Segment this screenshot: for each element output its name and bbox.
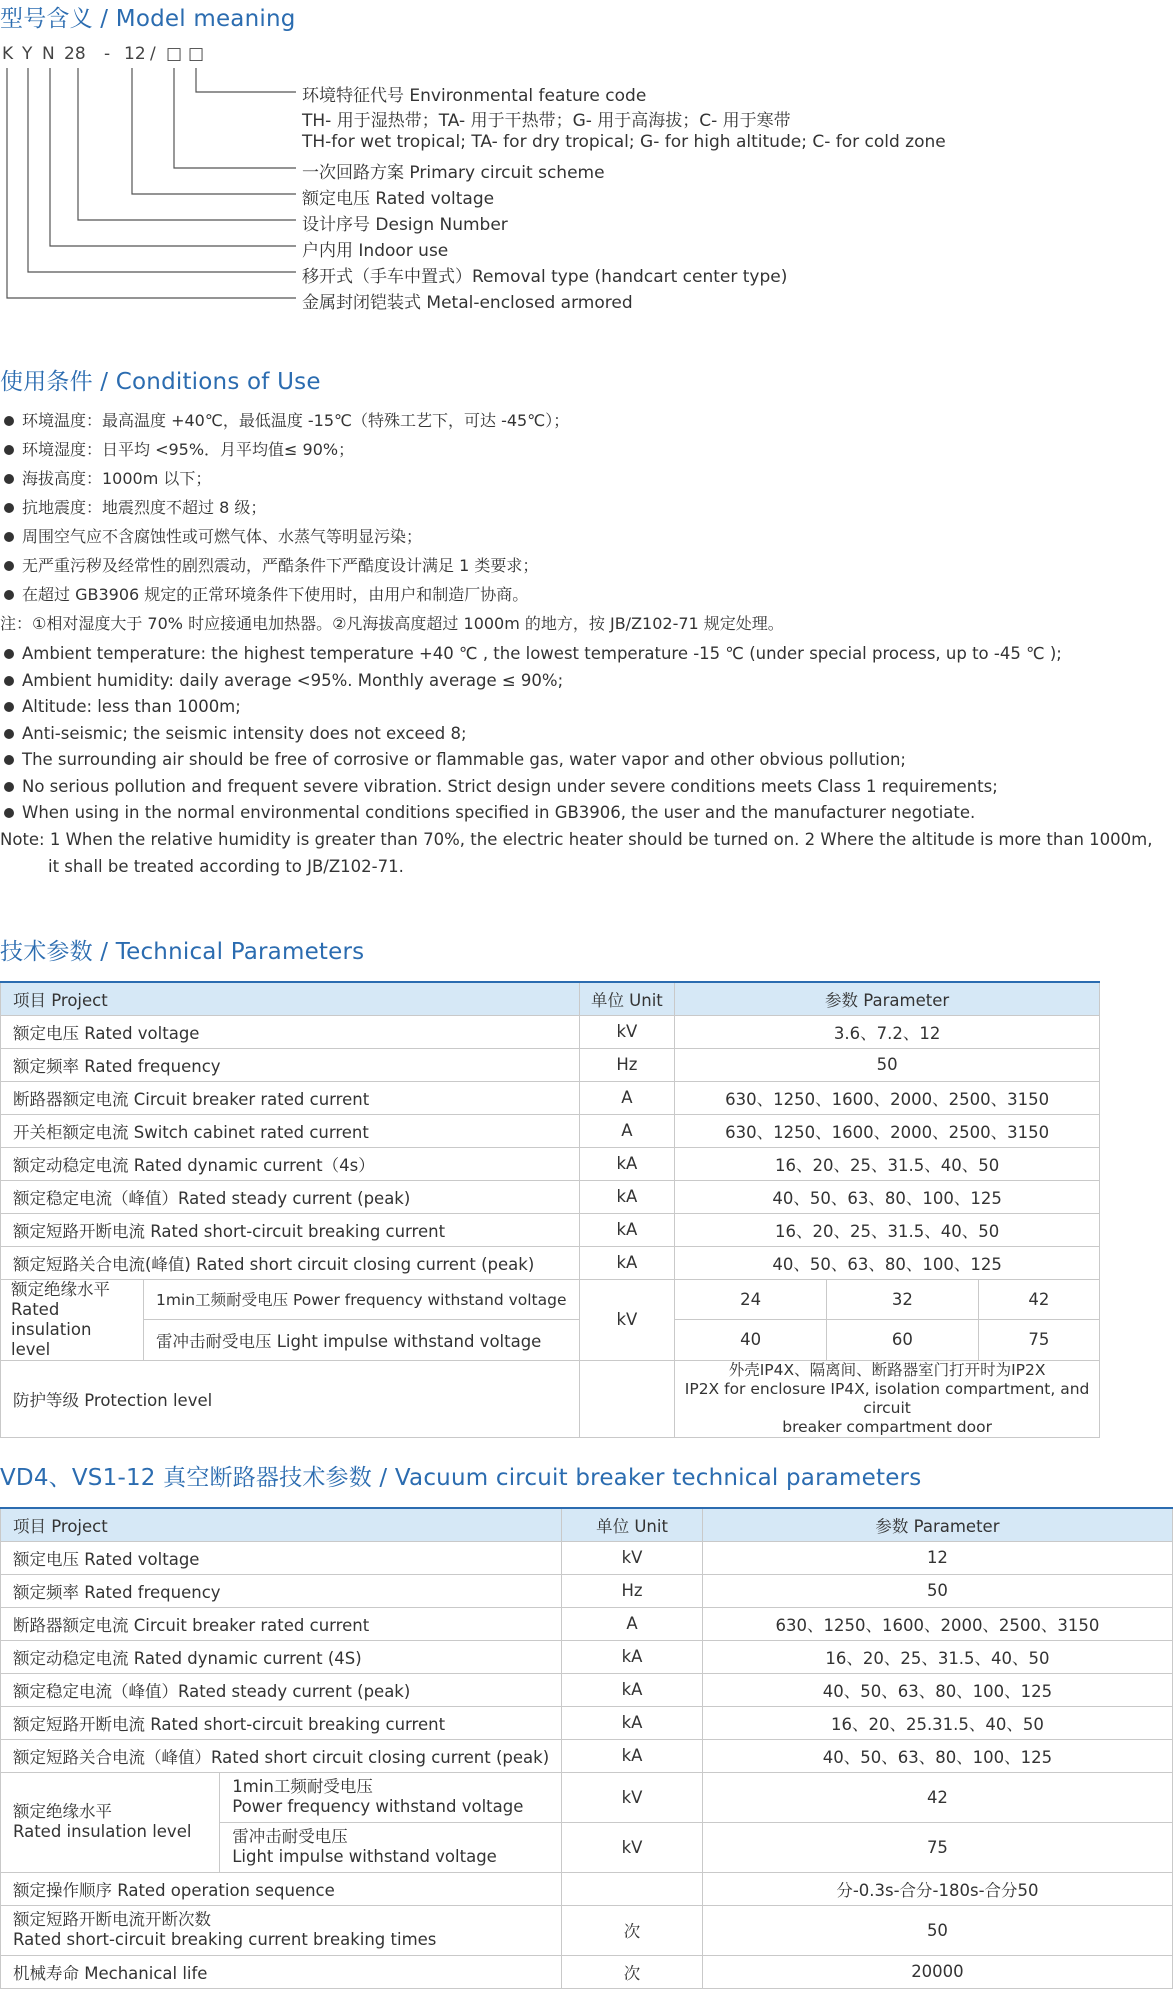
condition-cn-item: 在超过 GB3906 规定的正常环境条件下使用时，由用户和制造厂协商。	[0, 582, 528, 605]
desc-environmental-code: 环境特征代号 Environmental feature code	[302, 86, 647, 106]
insulation-unit: kV	[579, 1279, 675, 1360]
conditions-heading: 使用条件 / Conditions of Use	[0, 369, 321, 395]
code-slash: /	[150, 44, 156, 64]
bullet-icon	[4, 561, 14, 571]
breaking-times-label: 额定短路开断电流开断次数 Rated short-circuit breaking current breaking times	[1, 1905, 562, 1955]
desc-primary-circuit: 一次回路方案 Primary circuit scheme	[302, 163, 605, 183]
header-unit: 单位 Unit	[562, 1508, 703, 1541]
table-row: 额定频率 Rated frequency Hz 50	[1, 1048, 1100, 1081]
bullet-icon	[4, 445, 14, 455]
header-parameter: 参数 Parameter	[702, 1508, 1172, 1541]
vacuum-params-table	[0, 1507, 1173, 1989]
code-char-k: K	[2, 44, 14, 64]
table-row: 额定动稳定电流 Rated dynamic current（4s） kA 16、20、25、31.5、40、50	[1, 1147, 1100, 1180]
condition-en-item: Anti-seismic; the seismic intensity does not exceed 8;	[0, 724, 467, 743]
tech-params-heading: 技术参数 / Technical Parameters	[0, 939, 365, 965]
code-char-n: N	[42, 44, 55, 64]
condition-en-item: Ambient temperature: the highest temperature +40 ℃ , the lowest temperature -15 ℃ (under special process, up to -45 ℃ );	[0, 644, 1062, 663]
header-unit: 单位 Unit	[579, 982, 675, 1015]
bullet-icon	[4, 416, 14, 426]
header-project: 项目 Project	[1, 982, 580, 1015]
condition-cn-item: 海拔高度：1000m 以下；	[0, 466, 211, 489]
code-char-y: Y	[22, 44, 33, 64]
model-leader-lines	[0, 60, 300, 310]
condition-cn-item: 抗地震度：地震烈度不超过 8 级；	[0, 495, 266, 518]
protection-value: 外壳IP4X、隔离间、断路器室门打开时为IP2X IP2X for enclosure IP4X, isolation compartment, and circuit breaker compartment door	[675, 1360, 1100, 1437]
insulation-sub-impulse: 雷冲击耐受电压 Light impulse withstand voltage	[143, 1320, 579, 1361]
desc-design-number: 设计序号 Design Number	[302, 215, 508, 235]
condition-en-item: Altitude: less than 1000m;	[0, 697, 241, 716]
condition-cn-item: 环境湿度：日平均 <95%．月平均值≤ 90%；	[0, 437, 354, 460]
table-row: 额定动稳定电流 Rated dynamic current (4S) kA 16、20、25、31.5、40、50	[1, 1640, 1173, 1673]
table-row-insulation: 雷冲击耐受电压 Light impulse withstand voltage kV 75	[1, 1822, 1173, 1872]
bullet-icon	[4, 474, 14, 484]
table-row: 额定电压 Rated voltage kV 12	[1, 1541, 1173, 1574]
table-row: 额定稳定电流（峰值）Rated steady current (peak) kA 40、50、63、80、100、125	[1, 1673, 1173, 1706]
table-row-protection	[1, 1360, 1100, 1437]
protection-label: 防护等级 Protection level	[1, 1360, 580, 1437]
bullet-icon	[4, 590, 14, 600]
bullet-icon	[4, 649, 14, 659]
table-row: 开关柜额定电流 Switch cabinet rated current A 630、1250、1600、2000、2500、3150	[1, 1114, 1100, 1147]
desc-environment-cn: TH- 用于湿热带；TA- 用于干热带；G- 用于高海拔；C- 用于寒带	[302, 111, 791, 131]
desc-metal-enclosed: 金属封闭铠装式 Metal-enclosed armored	[302, 293, 633, 313]
condition-en-item: Ambient humidity: daily average <95%. Monthly average ≤ 90%;	[0, 671, 563, 690]
bullet-icon	[4, 782, 14, 792]
code-box-1: □	[166, 44, 183, 64]
insulation-sub-power: 1min工频耐受电压 Power frequency withstand voltage	[143, 1279, 579, 1320]
table-row: 机械寿命 Mechanical life 次 20000	[1, 1955, 1173, 1988]
condition-cn-item: 周围空气应不含腐蚀性或可燃气体、水蒸气等明显污染；	[0, 524, 422, 547]
header-project: 项目 Project	[1, 1508, 562, 1541]
tech-params-table	[0, 981, 1100, 1438]
table-row: 额定操作顺序 Rated operation sequence 分-0.3s-合分-180s-合分50	[1, 1872, 1173, 1905]
bullet-icon	[4, 503, 14, 513]
model-meaning-heading: 型号含义 / Model meaning	[0, 6, 296, 32]
table-row: 额定短路开断电流开断次数 Rated short-circuit breaking current breaking times 次 50	[1, 1905, 1173, 1955]
table-row: 额定短路关合电流(峰值) Rated short circuit closing current (peak) kA 40、50、63、80、100、125	[1, 1246, 1100, 1279]
bullet-icon	[4, 676, 14, 686]
bullet-icon	[4, 808, 14, 818]
table-row: 额定电压 Rated voltage kV 3.6、7.2、12	[1, 1015, 1100, 1048]
code-dash: -	[104, 44, 111, 64]
table-row-insulation: 额定绝缘水平 Rated insulation level 1min工频耐受电压 Power frequency withstand voltage kV 42	[1, 1772, 1173, 1822]
desc-indoor-use: 户内用 Indoor use	[302, 241, 449, 261]
condition-en-item: The surrounding air should be free of corrosive or flammable gas, water vapor and other obvious pollution;	[0, 750, 906, 769]
insulation-sub-power: 1min工频耐受电压 Power frequency withstand voltage	[220, 1772, 562, 1822]
bullet-icon	[4, 729, 14, 739]
table-row: 额定短路关合电流（峰值）Rated short circuit closing current (peak) kA 40、50、63、80、100、125	[1, 1739, 1173, 1772]
code-design-number: 28	[64, 44, 86, 64]
table-row: 断路器额定电流 Circuit breaker rated current A 630、1250、1600、2000、2500、3150	[1, 1607, 1173, 1640]
condition-en-item: When using in the normal environmental conditions specified in GB3906, the user and the manufacturer negotiate.	[0, 803, 975, 822]
table-row: 断路器额定电流 Circuit breaker rated current A 630、1250、1600、2000、2500、3150	[1, 1081, 1100, 1114]
desc-environment-en: TH-for wet tropical; TA- for dry tropical; G- for high altitude; C- for cold zone	[302, 132, 946, 152]
bullet-icon	[4, 755, 14, 765]
table-row: 额定短路开断电流 Rated short-circuit breaking current kA 16、20、25.31.5、40、50	[1, 1706, 1173, 1739]
table-row: 额定稳定电流（峰值）Rated steady current (peak) kA 40、50、63、80、100、125	[1, 1180, 1100, 1213]
condition-en-note-1: Note: 1 When the relative humidity is greater than 70%, the electric heater should be turned on. 2 Where the altitude is more than 1000m,	[0, 830, 1153, 849]
condition-cn-note: 注：①相对湿度大于 70% 时应接通电加热器。②凡海拔高度超过 1000m 的地方，按 JB/Z102-71 规定处理。	[0, 614, 784, 633]
table-row: 额定短路开断电流 Rated short-circuit breaking current kA 16、20、25、31.5、40、50	[1, 1213, 1100, 1246]
condition-cn-item: 无严重污秽及经常性的剧烈震动，严酷条件下严酷度设计满足 1 类要求；	[0, 553, 538, 576]
insulation-sub-impulse: 雷冲击耐受电压 Light impulse withstand voltage	[220, 1822, 562, 1872]
code-box-2: □	[188, 44, 205, 64]
table-header-row	[1, 1508, 1173, 1541]
insulation-label: 额定绝缘水平 Rated insulation level	[1, 1772, 220, 1872]
desc-removal-type: 移开式（手车中置式）Removal type (handcart center type)	[302, 267, 788, 287]
condition-en-note-2: it shall be treated according to JB/Z102-71.	[48, 857, 404, 876]
table-header-row	[1, 982, 1100, 1015]
condition-cn-item: 环境温度：最高温度 +40℃，最低温度 -15℃（特殊工艺下，可达 -45℃）；	[0, 408, 569, 431]
condition-en-item: No serious pollution and frequent severe vibration. Strict design under severe conditions meets Class 1 requirements;	[0, 777, 998, 796]
table-row-insulation: 额定绝缘水平 Rated insulation level 1min工频耐受电压 Power frequency withstand voltage kV 24 32 42	[1, 1279, 1100, 1320]
table-row: 额定频率 Rated frequency Hz 50	[1, 1574, 1173, 1607]
bullet-icon	[4, 702, 14, 712]
vacuum-heading: VD4、VS1-12 真空断路器技术参数 / Vacuum circuit breaker technical parameters	[0, 1465, 922, 1491]
insulation-label: 额定绝缘水平 Rated insulation level	[1, 1279, 144, 1360]
desc-rated-voltage: 额定电压 Rated voltage	[302, 189, 495, 209]
header-parameter: 参数 Parameter	[675, 982, 1100, 1015]
code-voltage: 12	[124, 44, 146, 64]
table-row-insulation: 雷冲击耐受电压 Light impulse withstand voltage 40 60 75	[1, 1320, 1100, 1361]
bullet-icon	[4, 532, 14, 542]
